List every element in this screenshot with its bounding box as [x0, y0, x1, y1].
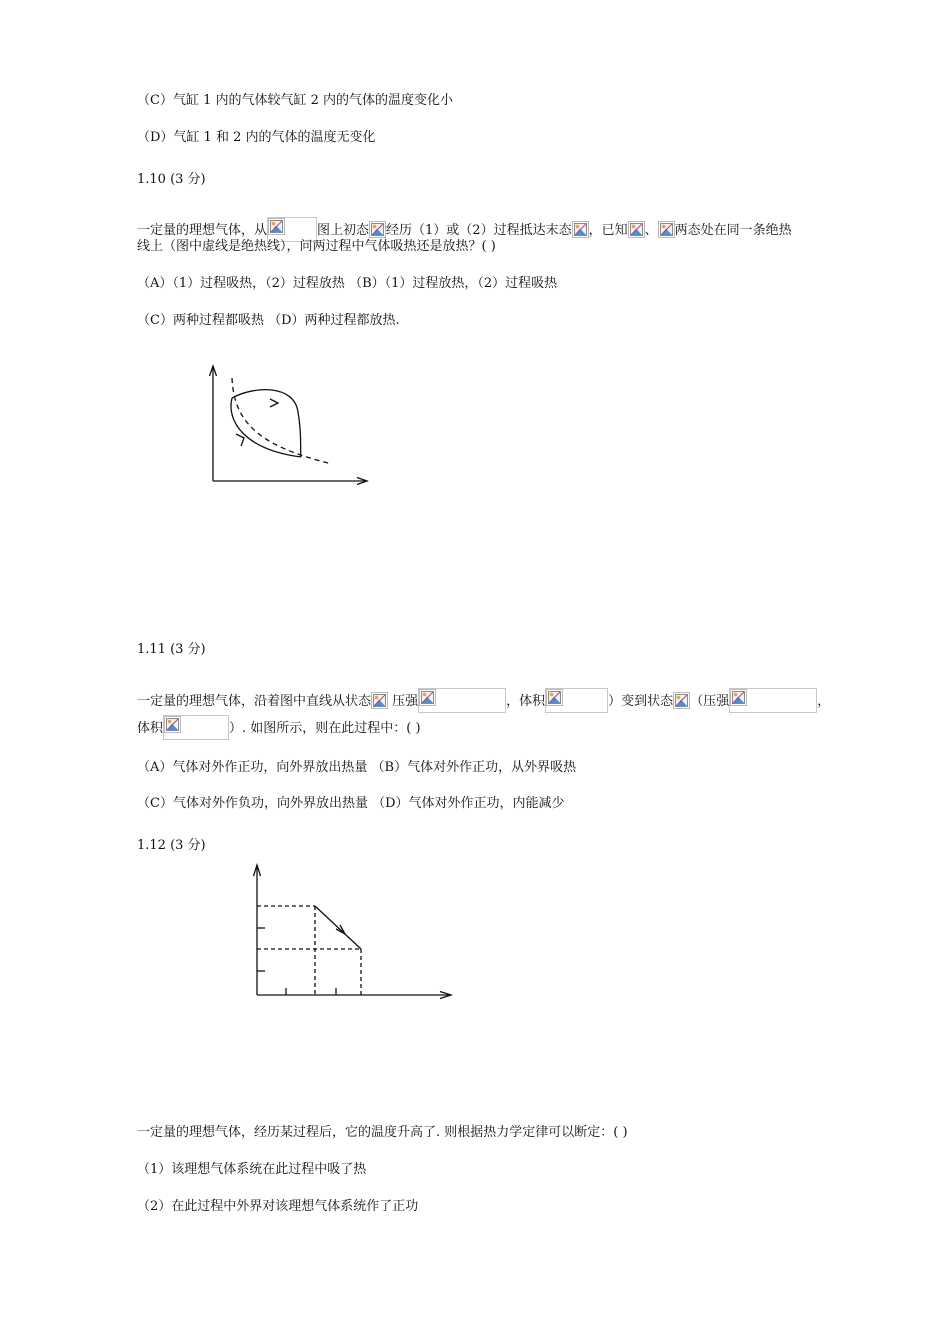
q12-stem: 一定量的理想气体，经历某过程后，它的温度升高了. 则根据热力学定律可以断定：( ): [137, 1125, 628, 1140]
broken-image-icon: [730, 689, 747, 706]
q11-stem-text-7: 体积: [137, 721, 164, 736]
q10-options-ab: （A）（1）过程吸热，（2）过程放热 （B）（1）过程放热，（2）过程吸热: [137, 276, 558, 291]
broken-image-icon: [164, 716, 181, 733]
q11-stem-text-1: 一定量的理想气体，沿着图中直线从状态: [137, 694, 372, 709]
broken-image-icon: [268, 218, 285, 235]
q10-stem-line-2: 线上（图中虚线是绝热线），问两过程中气体吸热还是放热？( ): [137, 239, 496, 254]
broken-image-icon: [673, 692, 690, 709]
q10-stem-text-6: 两态处在同一条绝热: [674, 223, 792, 238]
q9-option-d: （D）气缸 1 和 2 内的气体的温度无变化: [137, 130, 376, 145]
q12-option-1: （1）该理想气体系统在此过程中吸了热: [137, 1162, 367, 1177]
broken-image-icon: [419, 689, 436, 706]
q10-number: 1.10 (3 分): [137, 172, 206, 187]
q10-stem-text-4: ，已知: [588, 223, 628, 238]
q12-option-2: （2）在此过程中外界对该理想气体系统作了正功: [137, 1199, 419, 1214]
q11-process-line: [315, 906, 361, 949]
q10-process-1-curve: [232, 390, 301, 457]
q10-stem-text-1: 一定量的理想气体，从: [137, 223, 268, 238]
q11-number: 1.11 (3 分): [137, 642, 206, 657]
q10-stem-text-5: 、: [644, 223, 658, 238]
q9-option-c: （C）气缸 1 内的气体较气缸 2 内的气体的温度变化小: [137, 93, 454, 108]
q10-options-cd: （C）两种过程都吸热 （D）两种过程都放热.: [137, 313, 400, 328]
q11-stem-text-2: 压强: [388, 694, 419, 709]
q10-adiabatic-line: [232, 378, 332, 464]
q10-pv-diagram: [200, 360, 380, 490]
q11-stem-line-2: [137, 715, 421, 740]
q11-stem-text-4: ）变到状态: [608, 694, 674, 709]
q10-stem-text-3: 经历（1）或（2）过程抵达末态: [386, 223, 572, 238]
q10-process-1-arrow: [270, 399, 278, 407]
q12-number: 1.12 (3 分): [137, 838, 206, 853]
q11-volume-a-box: [545, 688, 608, 713]
q11-options-cd: （C）气体对外作负功，向外界放出热量 （D）气体对外作正功，内能减少: [137, 796, 565, 811]
q11-pressure-a-box: [418, 688, 506, 713]
q11-stem-text-5: （压强: [690, 694, 730, 709]
broken-image-icon: [371, 692, 388, 709]
q10-stem-text-2: 图上初态: [317, 223, 370, 238]
q11-stem-text-6: ，: [817, 694, 831, 709]
q11-stem-text-3: ，体积: [506, 694, 546, 709]
broken-image-icon: [658, 221, 675, 238]
q11-pressure-b-box: [729, 688, 817, 713]
q11-stem-text-8: ）. 如图所示，则在此过程中：( ): [229, 721, 421, 736]
q10-process-2-arrow: [236, 434, 244, 446]
q11-stem-line-1: [137, 688, 830, 713]
broken-image-icon: [369, 221, 386, 238]
q11-pv-diagram: [245, 858, 460, 1003]
broken-image-icon: [628, 221, 645, 238]
q11-options-ab: （A）气体对外作正功，向外界放出热量 （B）气体对外作正功，从外界吸热: [137, 760, 577, 775]
q10-process-2-curve: [231, 398, 301, 457]
q11-volume-b-box: [163, 715, 229, 740]
broken-image-icon: [546, 689, 563, 706]
broken-image-icon: [572, 221, 589, 238]
